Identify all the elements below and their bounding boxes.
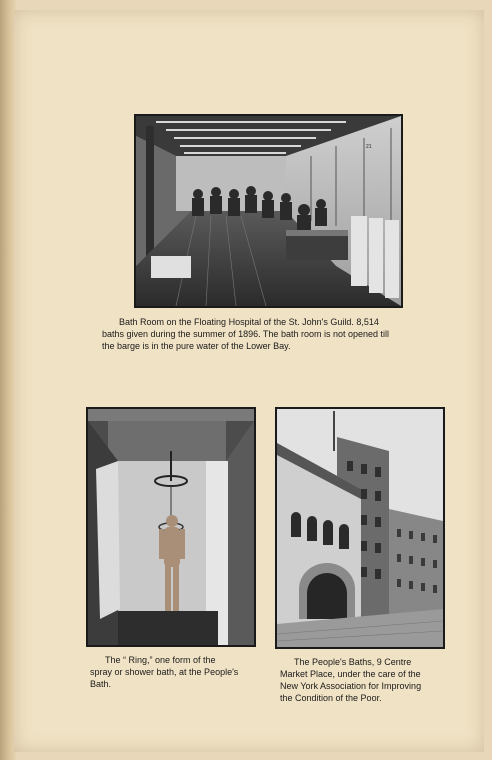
- caption-line: Bath.: [90, 679, 112, 689]
- bath-room-photo: [134, 114, 403, 308]
- caption-line: The “ Ring,” one form of the: [105, 655, 216, 665]
- bath-room-caption: [102, 316, 432, 352]
- caption-line: the barge is in the pure water of the Lower Bay.: [102, 341, 291, 351]
- caption-line: New York Association for Improving: [280, 681, 422, 691]
- caption-line: baths given during the summer of 1896. The bath room is not opened till: [102, 329, 390, 339]
- ring-shower-caption: [90, 654, 260, 690]
- peoples-baths-caption: [280, 656, 450, 704]
- stall-number: 21: [366, 144, 372, 150]
- caption-line: the Condition of the Poor.: [280, 693, 382, 703]
- caption-line: Market Place, under the care of the: [280, 669, 421, 679]
- caption-line: The People's Baths, 9 Centre: [294, 657, 412, 667]
- peoples-baths-photo: [275, 407, 445, 649]
- caption-line: spray or shower bath, at the People's: [90, 667, 239, 677]
- caption-line: Bath Room on the Floating Hospital of the St. John's Guild. 8,514: [119, 317, 379, 327]
- ring-shower-photo: [86, 407, 256, 647]
